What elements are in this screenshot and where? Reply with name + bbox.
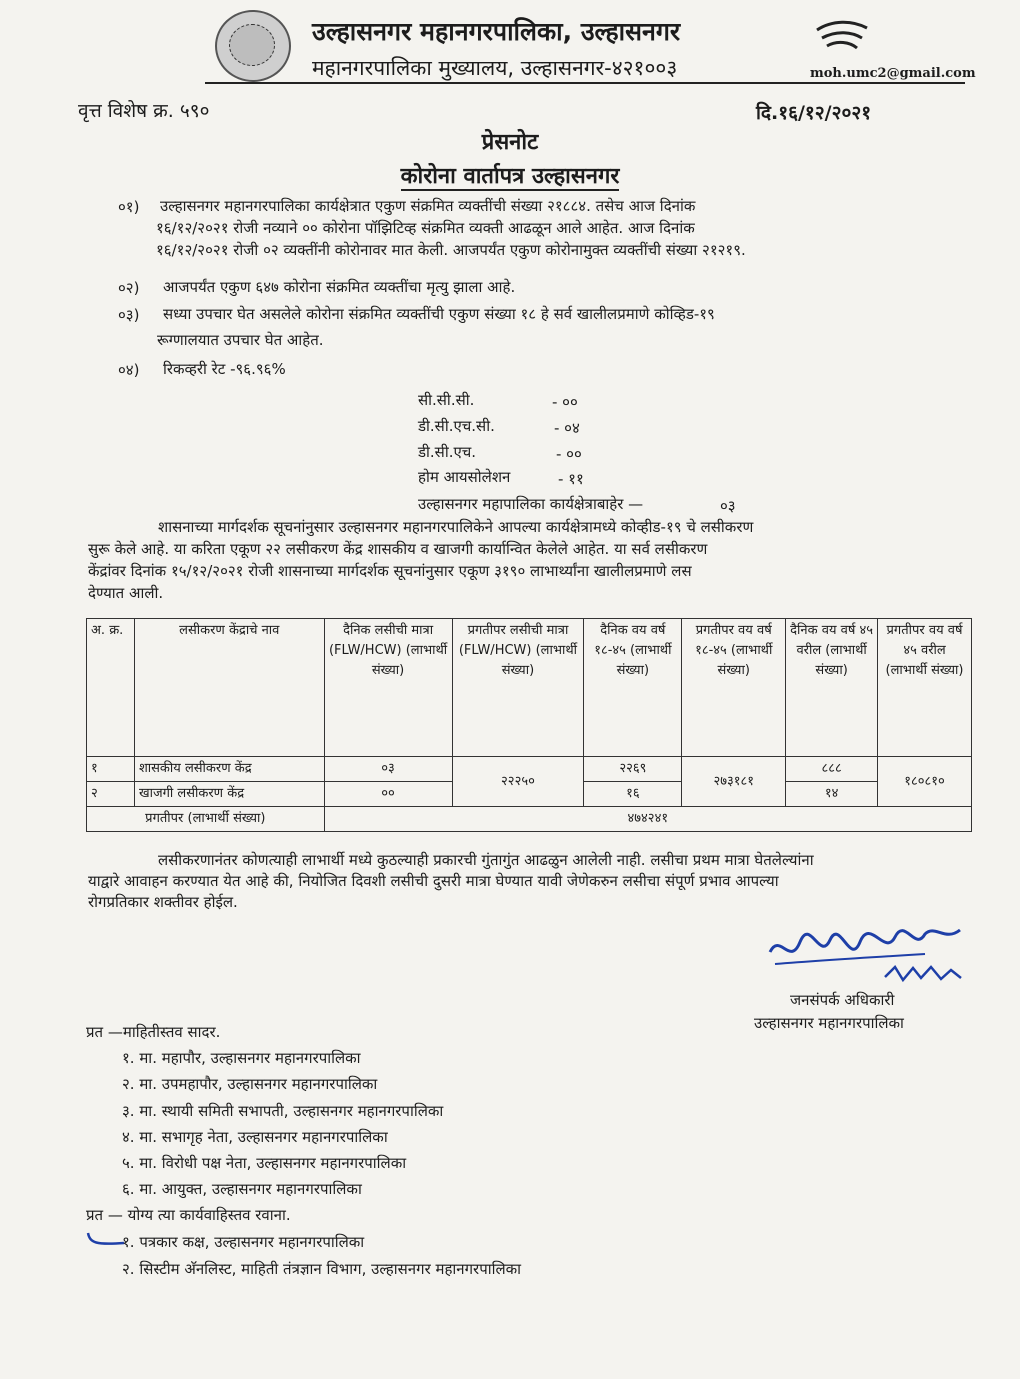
point-number: ०४) [118, 361, 140, 379]
table-cell: शासकीय लसीकरण केंद्र [134, 757, 324, 782]
facility-name: उल्हासनगर महापालिका कार्यक्षेत्राबाहेर — [418, 495, 644, 513]
vaccination-table [86, 618, 972, 832]
facility-count: ०३ [720, 497, 736, 515]
table-cell: १८०८१० [878, 757, 972, 807]
corona-bulletin-title: कोरोना वार्तापत्र उल्हासनगर [400, 164, 620, 189]
copy-list-title: प्रत — योग्य त्या कार्यवाहिस्तव रवाना. [86, 1206, 291, 1224]
point-text: आजपर्यंत एकुण ६४७ कोरोना संक्रमित व्यक्तींचा मृत्यु झाला आहे. [163, 278, 516, 296]
total-value: ४७४२४१ [324, 807, 971, 832]
municipal-seal [215, 10, 291, 82]
facility-count: - ०० [556, 445, 582, 463]
header-divider [205, 82, 965, 84]
table-cell: खाजगी लसीकरण केंद्र [134, 782, 324, 807]
table-cell: ८८८ [786, 757, 878, 782]
facility-count: - ०० [552, 393, 578, 411]
copy-list-item: १. पत्रकार कक्ष, उल्हासनगर महानगरपालिका [122, 1233, 365, 1251]
header-cell: प्रगतीपर वय वर्ष १८-४५ (लाभार्थी संख्या) [682, 619, 786, 757]
copy-list-item: ५. मा. विरोधी पक्ष नेता, उल्हासनगर महानगरपालिका [122, 1154, 407, 1172]
table-cell: ०० [324, 782, 452, 807]
signatory-designation: जनसंपर्क अधिकारी [790, 991, 895, 1009]
reference-number: वृत्त विशेष क्र. ५९० [78, 100, 210, 122]
copy-list-item: २. मा. उपमहापौर, उल्हासनगर महानगरपालिका [122, 1075, 378, 1093]
header-cell: लसीकरण केंद्राचे नाव [134, 619, 324, 757]
point-number: ०२) [118, 279, 140, 297]
table-cell: २७३१८१ [682, 757, 786, 807]
point-text: रिकव्हरी रेट -९६.९६% [163, 360, 286, 378]
document-date: दि.१६/१२/२०२१ [756, 102, 872, 124]
table-cell: २ [87, 782, 135, 807]
signatory-org: उल्हासनगर महानगरपालिका [754, 1014, 904, 1032]
facility-count: - ०४ [554, 419, 580, 437]
handwritten-signature [765, 912, 985, 992]
vaccination-paragraph: शासनाच्या मार्गदर्शक सूचनांनुसार उल्हासनगर महानगरपालिकेने आपल्या कार्यक्षेत्रामध्ये कोव्हीड-१९ चे लसीकरण सुरू केले आहे. या करिता एकूण २२ लसीकरण केंद्र शासकीय व खाजगी कार्यान्वित केलेले आहेत. या सर्व लसीकरण केंद्रांवर दिनांक १५/१२/२०२१ रोजी शासनाच्या मार्गदर्शक सूचनांनुसार एकूण ३१९० लाभार्थ्यांना खालीलप्रमाणे लस देण्यात आली. [88, 518, 754, 602]
copy-list-item: २. सिस्टीम अ‍ॅनलिस्ट, माहिती तंत्रज्ञान विभाग, उल्हासनगर महानगरपालिका [122, 1260, 522, 1278]
email-address: moh.umc2@gmail.com [810, 66, 976, 81]
header-cell: दैनिक वय वर्ष १८-४५ (लाभार्थी संख्या) [584, 619, 682, 757]
header-cell: दैनिक लसीची मात्रा (FLW/HCW) (लाभार्थी संख्या) [324, 619, 452, 757]
facility-name: डी.सी.एच.सी. [418, 417, 495, 435]
table-cell: २२२५० [452, 757, 584, 807]
table-cell: १६ [584, 782, 682, 807]
table-cell: २२६९ [584, 757, 682, 782]
org-name: उल्हासनगर महानगरपालिका, उल्हासनगर [312, 17, 681, 46]
table-cell: १ [87, 757, 135, 782]
facility-name: सी.सी.सी. [418, 391, 475, 409]
facility-name: होम आयसोलेशन [418, 468, 511, 486]
copy-list-item: ३. मा. स्थायी समिती सभापती, उल्हासनगर महानगरपालिका [122, 1102, 444, 1120]
header-cell: दैनिक वय वर्ष ४५ वरील (लाभार्थी संख्या) [786, 619, 878, 757]
closing-paragraph: लसीकरणानंतर कोणत्याही लाभार्थी मध्ये कुठल्याही प्रकारची गुंतागुंत आढळुन आलेली नाही. लसीचा प्रथम मात्रा घेतलेल्यांना याद्वारे आवाहन करण्यात येत आहे की, नियोजित दिवशी लसीची दुसरी मात्रा घेण्यात यावी जेणेकरुन लसीचा संपूर्ण प्रभाव आपल्या रोगप्रतिकार शक्तीवर होईल. [88, 851, 814, 911]
copy-list-item: १. मा. महापौर, उल्हासनगर महानगरपालिका [122, 1049, 361, 1067]
table-cell: ०३ [324, 757, 452, 782]
corporation-logo [812, 18, 872, 58]
org-address: महानगरपालिका मुख्यालय, उल्हासनगर-४२१००३ [312, 56, 678, 80]
header-cell: प्रगतीपर वय वर्ष ४५ वरील (लाभार्थी संख्या) [878, 619, 972, 757]
total-label: प्रगतीपर (लाभार्थी संख्या) [87, 807, 325, 832]
point-text: उल्हासनगर महानगरपालिका कार्यक्षेत्रात एकुण संक्रमित व्यक्तींची संख्या २१८८४. तसेच आज दिनांक १६/१२/२०२१ रोजी नव्याने ०० कोरोना पॉझिटिव्ह संक्रमित व्यक्ती आढळून आले आहेत. आज दिनांक १६/१२/२०२१ रोजी ०२ व्यक्तींनी कोरोनावर मात केली. आजपर्यंत एकुण कोरोनामुक्त व्यक्तींची संख्या २१२१९. [156, 197, 746, 259]
facility-name: डी.सी.एच. [418, 443, 477, 461]
facility-count: - ११ [558, 470, 584, 488]
press-note-title: प्रेसनोट [481, 130, 539, 155]
copy-list-item: ६. मा. आयुक्त, उल्हासनगर महानगरपालिका [122, 1180, 362, 1198]
copy-list-title: प्रत —माहितीस्तव सादर. [86, 1023, 221, 1041]
header-cell: अ. क्र. [87, 619, 135, 757]
point-number: ०३) [118, 306, 140, 324]
header-cell: प्रगतीपर लसीची मात्रा (FLW/HCW) (लाभार्थी संख्या) [452, 619, 584, 757]
copy-list-item: ४. मा. सभागृह नेता, उल्हासनगर महानगरपालिका [122, 1128, 388, 1146]
table-cell: १४ [786, 782, 878, 807]
point-text: सध्या उपचार घेत असलेले कोरोना संक्रमित व्यक्तींची एकुण संख्या १८ हे सर्व खालीलप्रमाणे कोव्हिड-१९ रूग्णालयात उपचार घेत आहेत. [157, 305, 715, 349]
point-number: ०१) [118, 198, 140, 216]
